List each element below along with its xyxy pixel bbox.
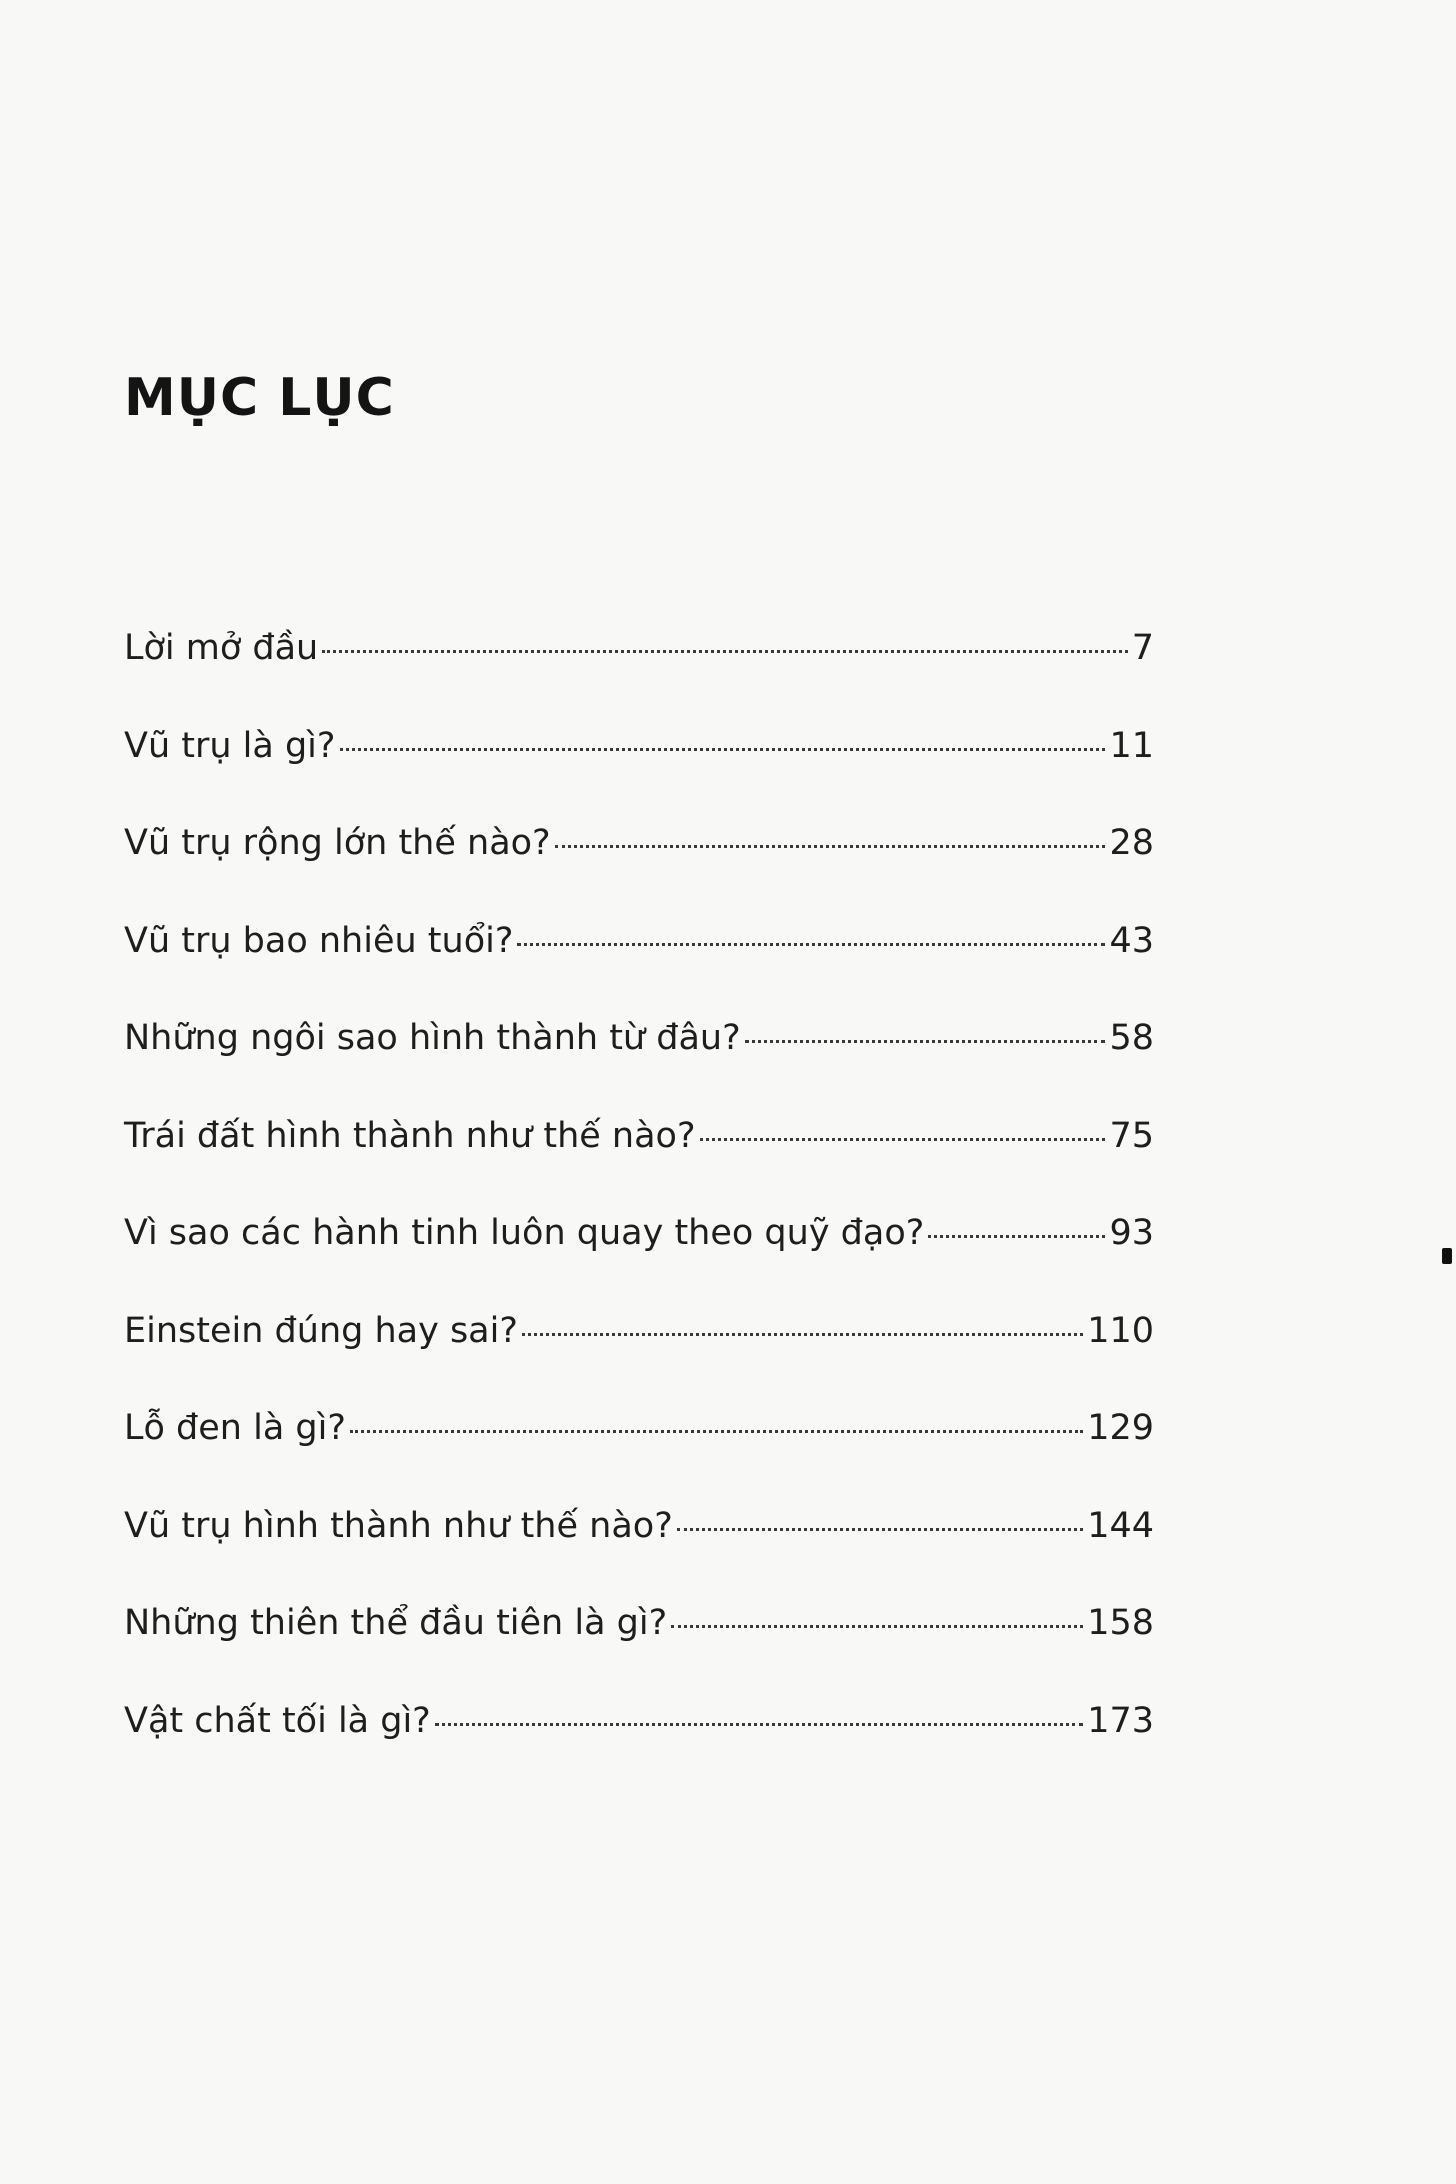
toc-dot-leader bbox=[671, 1625, 1083, 1628]
toc-entry-page: 173 bbox=[1087, 1700, 1154, 1741]
toc-dot-leader bbox=[677, 1528, 1083, 1531]
toc-entry bbox=[124, 726, 1154, 824]
toc-dot-leader bbox=[928, 1235, 1105, 1238]
toc-entry-title: Vũ trụ hình thành như thế nào? bbox=[124, 1505, 673, 1546]
toc-entry-title: Vũ trụ bao nhiêu tuổi? bbox=[124, 920, 514, 961]
toc-entry-page: 93 bbox=[1109, 1213, 1154, 1253]
toc-entry-page: 110 bbox=[1087, 1310, 1154, 1351]
toc-entry bbox=[124, 1408, 1154, 1506]
toc-dot-leader bbox=[340, 748, 1106, 751]
toc-dot-leader bbox=[322, 650, 1127, 653]
toc-entry-page: 28 bbox=[1109, 823, 1154, 863]
toc-entry-page: 75 bbox=[1109, 1115, 1154, 1156]
toc-entry-title: Vũ trụ rộng lớn thế nào? bbox=[124, 823, 551, 863]
toc-entry-title: Vũ trụ là gì? bbox=[124, 725, 336, 766]
table-of-contents bbox=[124, 628, 1154, 1798]
toc-entry bbox=[124, 1311, 1154, 1409]
toc-entry bbox=[124, 1213, 1154, 1311]
toc-entry-page: 158 bbox=[1087, 1603, 1154, 1643]
toc-dot-leader bbox=[517, 943, 1105, 946]
toc-entry-title: Lỗ đen là gì? bbox=[124, 1408, 346, 1448]
toc-dot-leader bbox=[745, 1040, 1106, 1043]
toc-entry bbox=[124, 1506, 1154, 1604]
page-title: MỤC LỤC bbox=[124, 368, 395, 428]
toc-entry-title: Vì sao các hành tinh luôn quay theo quỹ đạo? bbox=[124, 1213, 925, 1253]
toc-entry bbox=[124, 1018, 1154, 1116]
toc-entry bbox=[124, 921, 1154, 1019]
toc-dot-leader bbox=[522, 1333, 1083, 1336]
toc-entry-page: 129 bbox=[1087, 1408, 1154, 1448]
toc-entry bbox=[124, 823, 1154, 921]
toc-entry bbox=[124, 1116, 1154, 1214]
page-edge-mark bbox=[1442, 1248, 1452, 1264]
toc-entry-title: Những ngôi sao hình thành từ đâu? bbox=[124, 1018, 741, 1058]
toc-dot-leader bbox=[350, 1430, 1083, 1433]
toc-entry bbox=[124, 628, 1154, 726]
toc-entry-title: Trái đất hình thành như thế nào? bbox=[124, 1115, 696, 1156]
toc-entry-title: Einstein đúng hay sai? bbox=[124, 1310, 518, 1351]
toc-entry-page: 58 bbox=[1109, 1018, 1154, 1058]
toc-entry-title: Những thiên thể đầu tiên là gì? bbox=[124, 1603, 668, 1643]
toc-entry-title: Vật chất tối là gì? bbox=[124, 1700, 431, 1741]
toc-entry-page: 43 bbox=[1109, 920, 1154, 961]
toc-entry bbox=[124, 1603, 1154, 1701]
toc-entry bbox=[124, 1701, 1154, 1799]
toc-entry-title: Lời mở đầu bbox=[124, 628, 319, 668]
toc-dot-leader bbox=[435, 1723, 1083, 1726]
toc-entry-page: 7 bbox=[1131, 628, 1154, 668]
toc-entry-page: 144 bbox=[1087, 1505, 1154, 1546]
toc-entry-page: 11 bbox=[1109, 725, 1154, 766]
toc-dot-leader bbox=[555, 845, 1106, 848]
toc-dot-leader bbox=[700, 1138, 1106, 1141]
